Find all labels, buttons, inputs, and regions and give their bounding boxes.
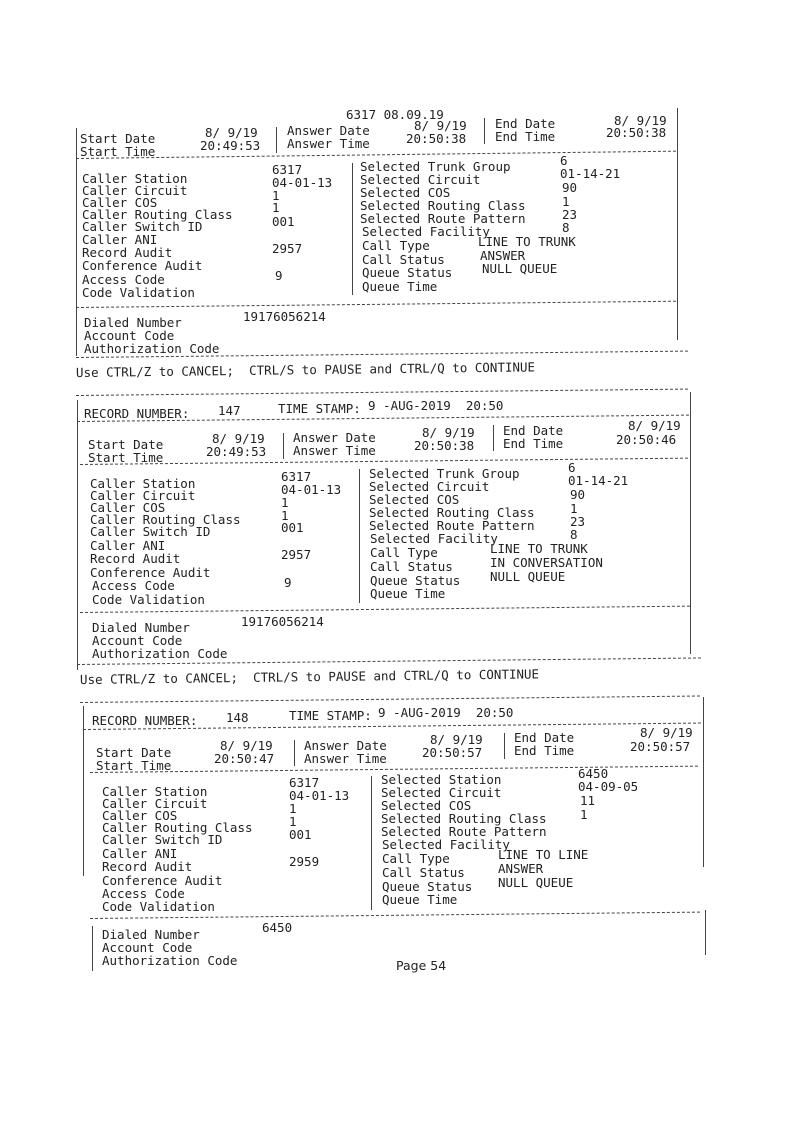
answer-time-label: Answer Time (304, 751, 387, 766)
selected-circuit-label: Selected Circuit (360, 172, 481, 187)
caller-cos-value: 1 (272, 188, 280, 203)
selected-trunk-group-label: Selected Trunk Group (369, 466, 520, 481)
caller-switch-id-value: 001 (289, 827, 312, 842)
code-validation-label: Code Validation (82, 285, 195, 300)
record-number-value: 147 (218, 403, 241, 418)
account-code-label: Account Code (92, 633, 183, 648)
caller-circuit-value: 04-01-13 (272, 175, 333, 190)
selected-circuit-value: 01-14-21 (568, 473, 629, 488)
selected-route-pattern-value: 23 (562, 207, 578, 222)
selected-facility-label: Selected Facility (382, 837, 510, 852)
record-audit-value: 2957 (281, 547, 312, 562)
continue-prompt-1: Use CTRL/Z to CANCEL; CTRL/S to PAUSE and CTRL/Q to CONTINUE (75, 359, 536, 380)
account-code-label: Account Code (102, 940, 193, 955)
conference-audit-label: Conference Audit (90, 565, 211, 580)
access-code-label: Access Code (102, 886, 185, 901)
access-code-value: 9 (284, 575, 292, 590)
time-stamp-value: 9 -AUG-2019 20:50 (378, 705, 514, 720)
caller-ani-label: Caller ANI (102, 846, 178, 861)
caller-station-label: Caller Station (90, 476, 196, 491)
caller-cos-label: Caller COS (102, 808, 178, 823)
end-date-label: End Date (495, 116, 556, 131)
dialed-number-label: Dialed Number (92, 620, 190, 635)
answer-time-label: Answer Time (293, 443, 376, 458)
conference-audit-label: Conference Audit (82, 258, 203, 273)
start-time-label: Start Time (96, 758, 172, 773)
access-code-value: 9 (275, 268, 283, 283)
start-date-label: Start Date (88, 437, 164, 452)
code-validation-label: Code Validation (92, 592, 205, 607)
conference-audit-label: Conference Audit (102, 873, 223, 888)
selected-route-pattern-label: Selected Route Pattern (360, 211, 526, 226)
end-time-label: End Time (514, 743, 575, 758)
selected-facility-label: Selected Facility (362, 224, 490, 239)
caller-cos-value: 1 (281, 495, 289, 510)
caller-switch-id-label: Caller Switch ID (90, 524, 211, 539)
selected-routing-class-value: 1 (562, 194, 570, 209)
end-time-value: 20:50:46 (616, 432, 677, 447)
queue-status-value: NULL QUEUE (490, 569, 566, 584)
dialed-number-value: 19176056214 (241, 614, 324, 629)
start-date-value: 8/ 9/19 (220, 738, 273, 753)
caller-circuit-value: 04-01-13 (289, 788, 350, 803)
start-time-value: 20:49:53 (200, 138, 261, 153)
queue-status-value: NULL QUEUE (482, 261, 558, 276)
queue-status-label: Queue Status (362, 265, 453, 280)
record-audit-value: 2959 (289, 854, 320, 869)
time-stamp-value: 9 -AUG-2019 20:50 (368, 398, 504, 413)
caller-circuit-label: Caller Circuit (82, 183, 188, 198)
dialed-number-label: Dialed Number (84, 315, 182, 330)
caller-ani-label: Caller ANI (90, 538, 166, 553)
call-type-label: Call Type (382, 851, 450, 866)
start-time-label: Start Time (88, 450, 164, 465)
dialed-number-value: 6450 (262, 920, 293, 935)
answer-time-value: 20:50:38 (406, 131, 467, 146)
queue-status-label: Queue Status (370, 573, 461, 588)
caller-station-label: Caller Station (102, 784, 208, 799)
call-status-label: Call Status (370, 559, 453, 574)
start-date-label: Start Date (80, 131, 156, 146)
selected-route-pattern-label: Selected Route Pattern (381, 824, 547, 839)
answer-date-value: 8/ 9/19 (422, 425, 475, 440)
end-date-value: 8/ 9/19 (628, 418, 681, 433)
queue-status-label: Queue Status (382, 879, 473, 894)
continue-prompt-2: Use CTRL/Z to CANCEL; CTRL/S to PAUSE and CTRL/Q to CONTINUE (79, 666, 540, 687)
caller-routing-class-value: 1 (289, 814, 297, 829)
answer-date-value: 8/ 9/19 (414, 118, 467, 133)
queue-time-label: Queue Time (362, 279, 438, 294)
end-time-label: End Time (503, 436, 564, 451)
record-number-value: 148 (226, 710, 249, 725)
selected-cos-value: 90 (570, 487, 586, 502)
end-date-value: 8/ 9/19 (614, 113, 667, 128)
account-code-label: Account Code (84, 328, 175, 343)
queue-time-label: Queue Time (382, 892, 458, 907)
caller-switch-id-value: 001 (281, 520, 304, 535)
answer-date-label: Answer Date (287, 123, 370, 138)
selected-cos-value: 90 (562, 180, 578, 195)
call-status-label: Call Status (382, 865, 465, 880)
end-time-value: 20:50:57 (630, 739, 691, 754)
end-date-label: End Date (514, 730, 575, 745)
selected-routing-class-value: 1 (580, 807, 588, 822)
caller-routing-class-label: Caller Routing Class (90, 512, 241, 527)
start-date-value: 8/ 9/19 (212, 431, 265, 446)
record-audit-value: 2957 (272, 241, 303, 256)
authorization-code-label: Authorization Code (84, 341, 220, 356)
queue-time-label: Queue Time (370, 586, 446, 601)
start-time-label: Start Time (80, 144, 156, 159)
selected-facility-value: 8 (570, 527, 578, 542)
dialed-number-label: Dialed Number (102, 927, 200, 942)
record-audit-label: Record Audit (82, 245, 173, 260)
selected-cos-value: 11 (580, 793, 596, 808)
call-type-value: LINE TO TRUNK (490, 541, 588, 556)
record-number-label: RECORD NUMBER: (92, 713, 198, 728)
selected-routing-class-value: 1 (570, 501, 578, 516)
authorization-code-label: Authorization Code (102, 953, 238, 968)
call-status-label: Call Status (362, 252, 445, 267)
caller-station-value: 6317 (272, 162, 303, 177)
answer-date-label: Answer Date (304, 738, 387, 753)
end-time-label: End Time (495, 129, 556, 144)
selected-circuit-value: 01-14-21 (560, 166, 621, 181)
caller-routing-class-value: 1 (272, 200, 280, 215)
caller-cos-label: Caller COS (82, 195, 158, 210)
caller-switch-id-label: Caller Switch ID (102, 832, 223, 847)
selected-routing-class-label: Selected Routing Class (360, 198, 526, 213)
record-audit-label: Record Audit (102, 859, 193, 874)
selected-circuit-label: Selected Circuit (381, 785, 502, 800)
end-time-value: 20:50:38 (606, 125, 667, 140)
time-stamp-label: TIME STAMP: (289, 708, 372, 723)
end-date-value: 8/ 9/19 (640, 725, 693, 740)
caller-circuit-value: 04-01-13 (281, 482, 342, 497)
record-number-label: RECORD NUMBER: (84, 406, 190, 421)
call-status-value: IN CONVERSATION (490, 555, 603, 570)
caller-station-value: 6317 (289, 775, 320, 790)
caller-switch-id-label: Caller Switch ID (82, 219, 203, 234)
selected-cos-label: Selected COS (381, 798, 472, 813)
selected-trunk-group-value: 6 (560, 153, 568, 168)
call-type-label: Call Type (362, 238, 430, 253)
selected-trunk-group-value: 6 (568, 460, 576, 475)
start-date-label: Start Date (96, 745, 172, 760)
caller-routing-class-label: Caller Routing Class (102, 820, 253, 835)
call-status-value: ANSWER (480, 248, 526, 263)
selected-facility-value: 8 (562, 220, 570, 235)
selected-cos-label: Selected COS (360, 185, 451, 200)
queue-status-value: NULL QUEUE (498, 875, 574, 890)
selected-routing-class-label: Selected Routing Class (369, 505, 535, 520)
answer-time-label: Answer Time (287, 136, 370, 151)
time-stamp-label: TIME STAMP: (278, 401, 361, 416)
caller-circuit-label: Caller Circuit (90, 488, 196, 503)
page-header: 6317 08.09.19 (346, 107, 444, 122)
answer-date-value: 8/ 9/19 (430, 732, 483, 747)
selected-route-pattern-label: Selected Route Pattern (369, 518, 535, 533)
call-type-label: Call Type (370, 545, 438, 560)
answer-date-label: Answer Date (293, 430, 376, 445)
caller-cos-value: 1 (289, 801, 297, 816)
answer-time-value: 20:50:38 (414, 438, 475, 453)
start-time-value: 20:50:47 (214, 751, 275, 766)
call-type-value: LINE TO LINE (498, 847, 589, 862)
selected-circuit-label: Selected Circuit (369, 479, 490, 494)
answer-time-value: 20:50:57 (422, 745, 483, 760)
caller-circuit-label: Caller Circuit (102, 796, 208, 811)
caller-switch-id-value: 001 (272, 214, 295, 229)
call-status-value: ANSWER (498, 861, 544, 876)
caller-ani-label: Caller ANI (82, 232, 158, 247)
selected-station-value: 6450 (578, 766, 609, 781)
authorization-code-label: Authorization Code (92, 646, 228, 661)
caller-routing-class-value: 1 (281, 508, 289, 523)
caller-routing-class-label: Caller Routing Class (82, 207, 233, 222)
selected-trunk-group-label: Selected Trunk Group (360, 159, 511, 174)
call-type-value: LINE TO TRUNK (478, 234, 576, 249)
record-audit-label: Record Audit (90, 551, 181, 566)
access-code-label: Access Code (82, 272, 165, 287)
page-number: Page 54 (396, 958, 447, 973)
caller-cos-label: Caller COS (90, 500, 166, 515)
caller-station-value: 6317 (281, 469, 312, 484)
dialed-number-value: 19176056214 (243, 309, 326, 324)
selected-routing-class-label: Selected Routing Class (381, 811, 547, 826)
selected-circuit-value: 04-09-05 (578, 779, 639, 794)
code-validation-label: Code Validation (102, 899, 215, 914)
selected-station-label: Selected Station (381, 772, 502, 787)
selected-cos-label: Selected COS (369, 492, 460, 507)
start-date-value: 8/ 9/19 (205, 125, 258, 140)
end-date-label: End Date (503, 423, 564, 438)
start-time-value: 20:49:53 (206, 444, 267, 459)
caller-station-label: Caller Station (82, 171, 188, 186)
selected-facility-label: Selected Facility (370, 531, 498, 546)
selected-route-pattern-value: 23 (570, 514, 586, 529)
access-code-label: Access Code (92, 578, 175, 593)
